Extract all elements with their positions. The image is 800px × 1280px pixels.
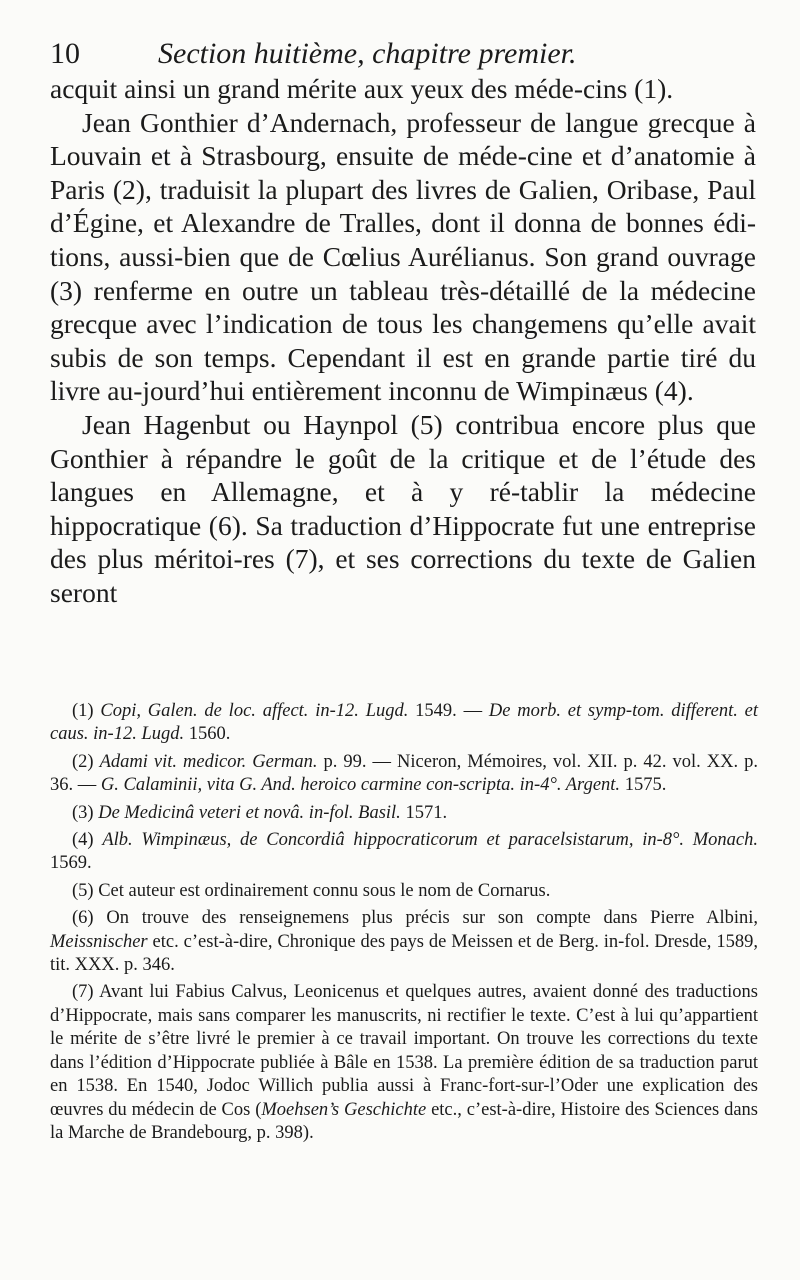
footnote-number: (5) <box>72 880 94 901</box>
footnote-text: 1560. <box>184 724 231 745</box>
footnote-number: (7) <box>72 982 94 1003</box>
footnote-number: (3) <box>72 802 94 823</box>
footnote-2 <box>50 751 758 798</box>
footnote-number: (1) <box>72 701 94 721</box>
footnote-citation: Moehsen’s Geschichte <box>261 1099 427 1120</box>
footnote-text: 1571. <box>400 802 448 823</box>
footnote-1 <box>50 700 758 747</box>
footnote-citation: De Medicinâ veteri et novâ. in-fol. Basil. <box>98 802 401 823</box>
footnote-text: 1575. <box>620 775 667 796</box>
page-number: 10 <box>50 37 80 70</box>
footnote-text: 1569. <box>50 853 92 874</box>
footnote-7 <box>50 981 758 1145</box>
footnote-citation: Adami vit. medicor. German. <box>99 751 318 772</box>
footnote-4 <box>50 829 758 876</box>
footnote-number: (6) <box>72 908 94 929</box>
footnote-citation: Alb. Wimpinæus, de Concordiâ hippocraticorum et paracelsistarum, in-8°. Monach. <box>102 830 758 851</box>
footnote-number: (4) <box>72 830 94 851</box>
paragraph-3: Jean Hagenbut ou Haynpol (5) contribua encore plus que Gonthier à répandre le goût de la critique et de l’étude des langues en Allemagne, et à y ré-tablir la médecine hippocratique (6). Sa traduction d’Hippocrate fut une entreprise des plus méritoi-res (7), et ses corrections du texte de Galien seront <box>50 408 756 608</box>
footnote-text: Cet auteur est ordinairement connu sous le nom de Cornarus. <box>98 880 551 901</box>
paragraph-1: acquit ainsi un grand mérite aux yeux des méde-cins (1). <box>50 73 674 104</box>
footnote-citation: Copi, Galen. de loc. affect. in-12. Lugd. <box>100 701 409 721</box>
footnote-6 <box>50 907 758 977</box>
paragraph-2: Jean Gonthier d’Andernach, professeur de langue grecque à Louvain et à Strasbourg, ensuite de méde-cine et d’anatomie à Paris (2), traduisit la plupart des livres de Galien, Oribase, Paul d’Égine, et Alexandre de Tralles, dont il donna de bonnes édi-tions, aussi-bien que de Cœlius Aurélianus. Son grand ouvrage (3) renferme en outre un tableau très-détaillé de la médecine grecque avec l’indication de tous les changemens qu’elle avait subis de son temps. Cependant il est en grande partie tiré du livre au-jourd’hui entièrement inconnu de Wimpinæus (4). <box>50 106 756 407</box>
footnote-text: etc., c’est-à-dire, Histoire des Sciences dans la Marche de Brandebourg, p. 398). <box>50 1099 758 1143</box>
footnote-citation: Meissnischer <box>50 931 148 952</box>
footnotes <box>50 700 758 1149</box>
footnote-3 <box>50 802 758 825</box>
footnote-citation: De morb. et symp-tom. different. et caus. in-12. Lugd. <box>50 701 759 745</box>
footnote-text: etc. c’est-à-dire, Chronique des pays de Meissen et de Berg. in-fol. Dresde, 1589, tit. XXX. p. 346. <box>50 931 758 976</box>
footnote-text: On trouve des renseignemens plus précis sur son compte dans Pierre Albini, <box>106 908 759 929</box>
footnote-citation: G. Calaminii, vita G. And. heroico carmine con-scripta. in-4°. Argent. <box>100 775 621 796</box>
footnote-text: p. 99. — Niceron, Mémoires, vol. XII. p. 42. vol. XX. p. 36. — <box>50 751 759 796</box>
running-title: Section huitième, chapitre premier. <box>158 37 577 70</box>
footnote-text: 1549. — <box>408 701 489 721</box>
footnote-text: Avant lui Fabius Calvus, Leonicenus et quelques autres, avaient donné des traductions d’Hippocrate, mais sans comparer les manuscrits, ni rectifier le texte. C’est à lui qu’appartient le mérite de s’être livré le premier à ce travail important. On trouve les corrections du texte dans l’édition d’Hippocrate publiée à Bâle en 1538. La première édition de sa traduction parut en 1538. En 1540, Jodoc Willich publia aussi à Franc-fort-sur-l’Oder une explication des œuvres du médecin de Cos ( <box>50 982 758 1120</box>
footnote-number: (2) <box>72 751 94 772</box>
footnote-5 <box>50 880 758 903</box>
page-header <box>50 34 750 74</box>
main-text <box>50 72 756 610</box>
